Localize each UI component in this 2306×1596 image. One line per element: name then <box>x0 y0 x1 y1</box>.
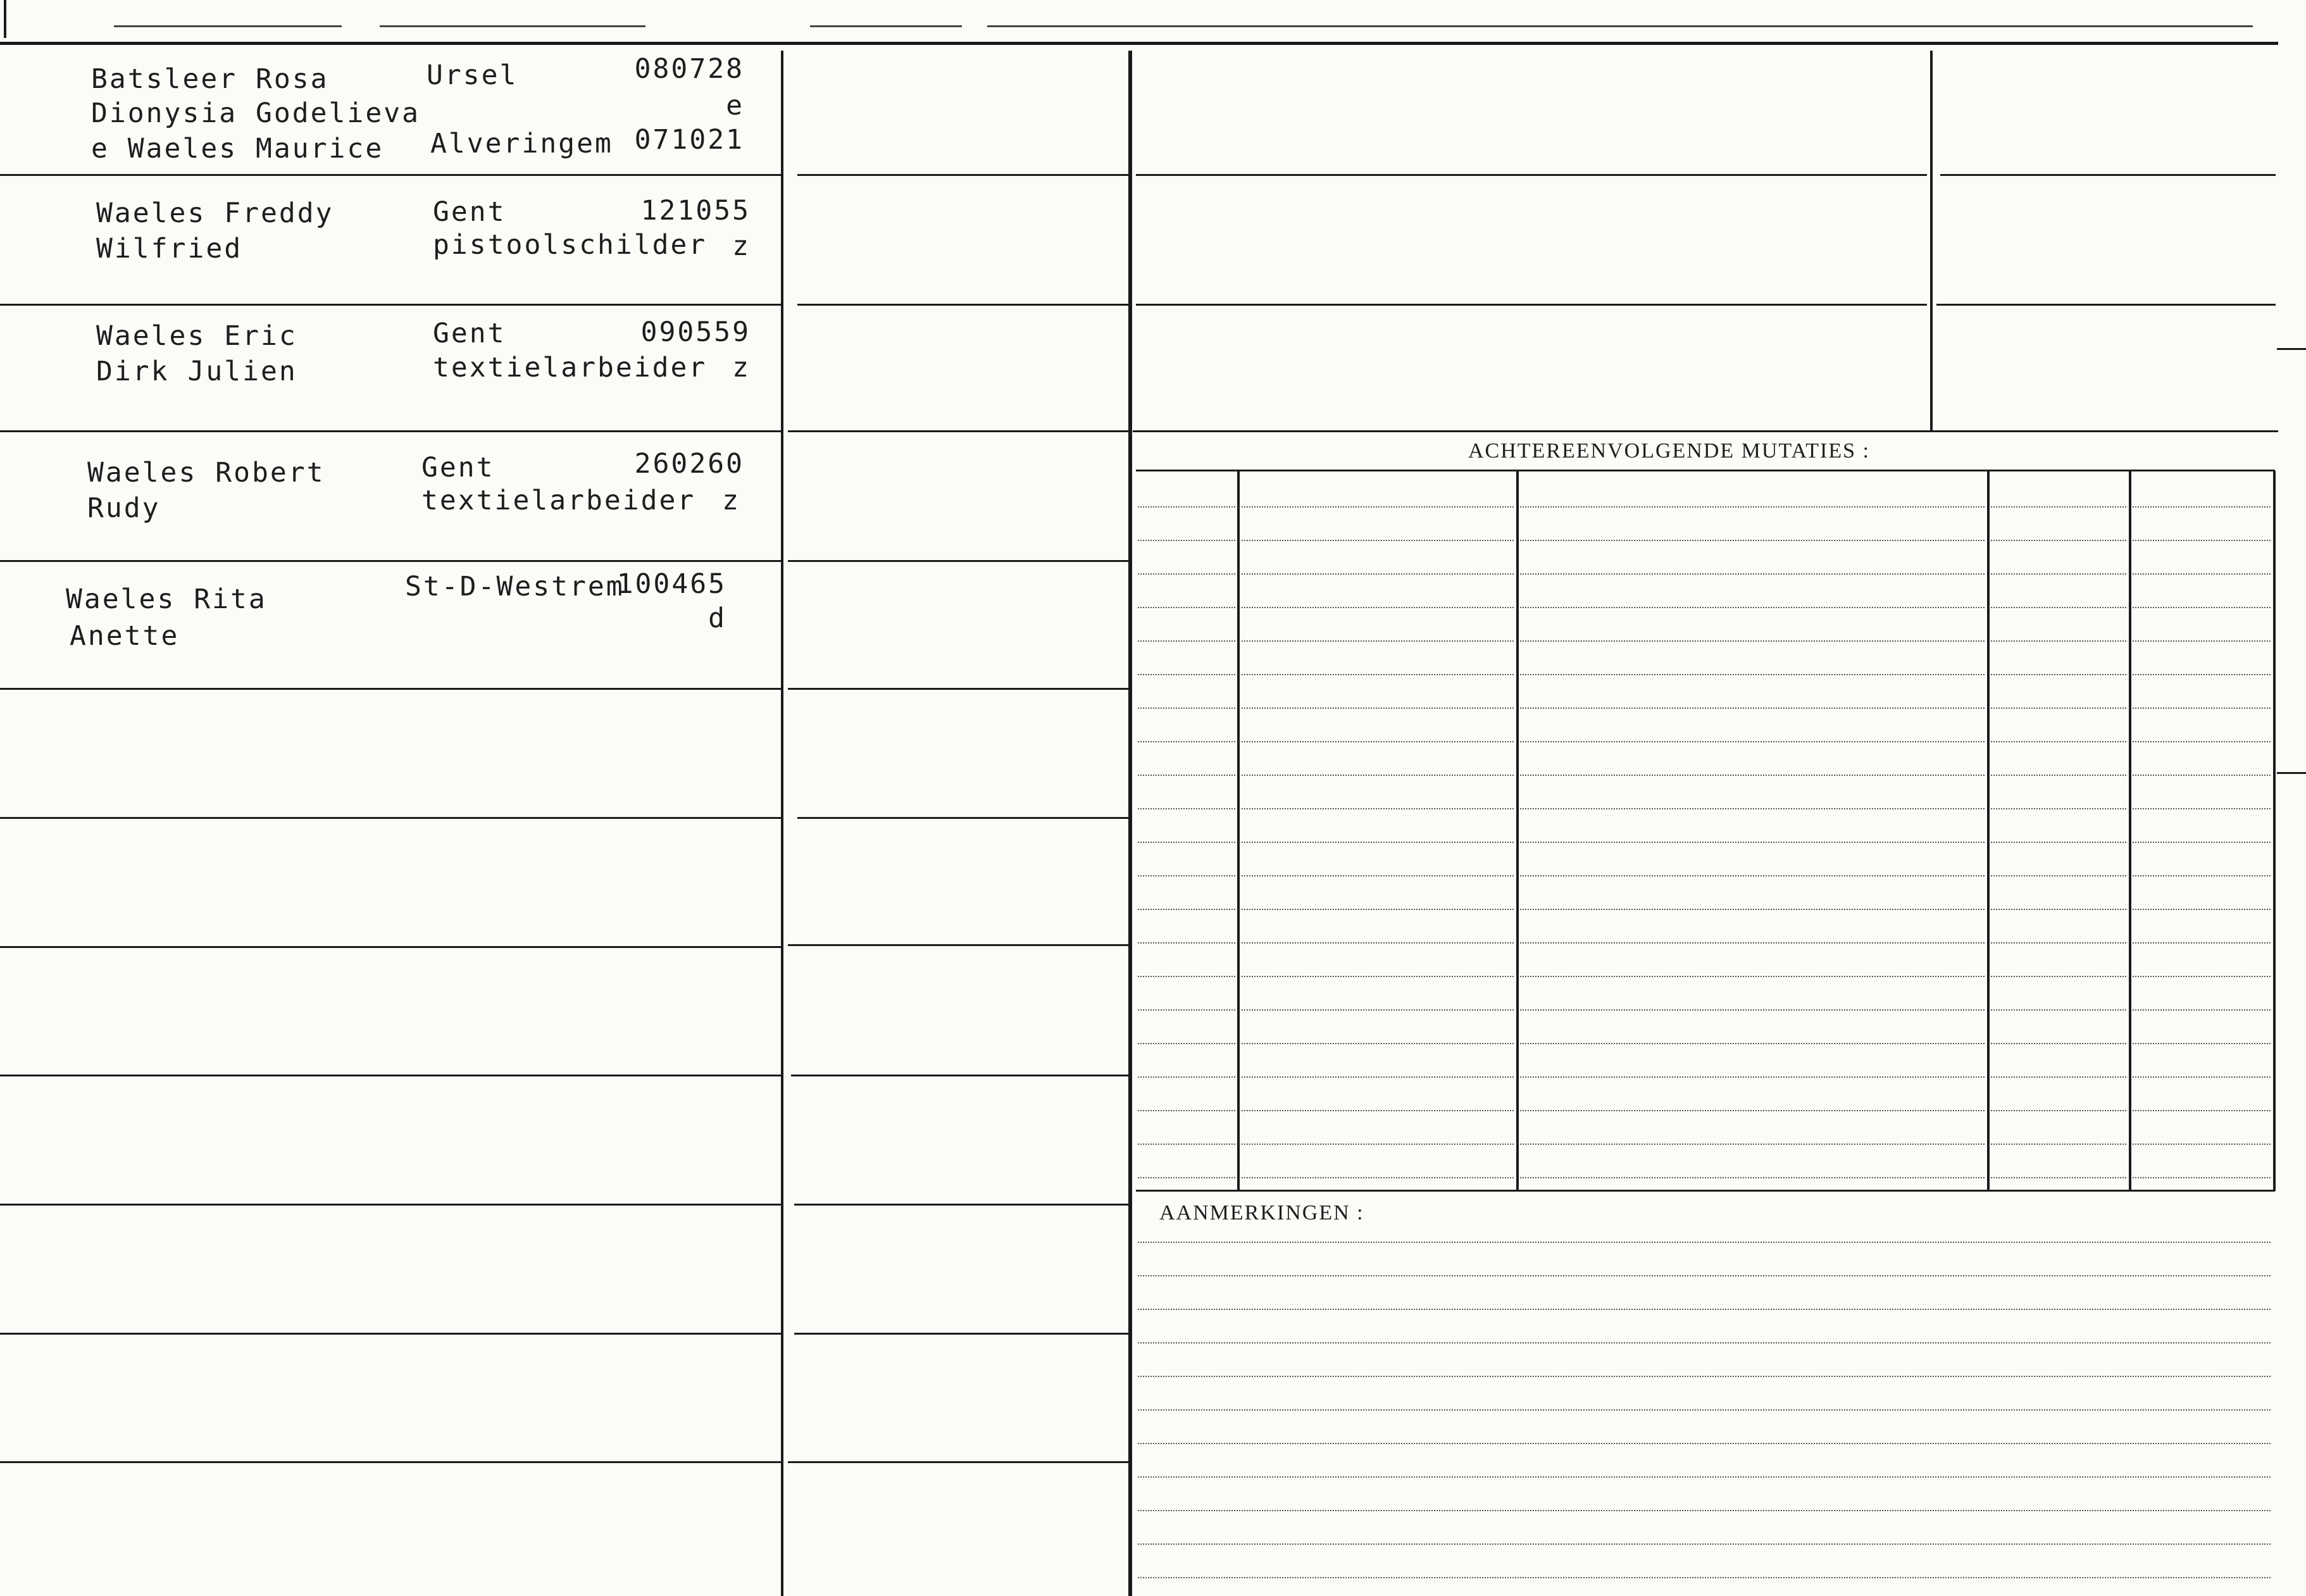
mutaties-ruling <box>1520 708 1985 709</box>
row-separator <box>791 1075 1128 1076</box>
entry-5-code: d <box>708 602 726 634</box>
entry-1-name-line1: Batsleer Rosa <box>91 63 329 95</box>
mutaties-ruling <box>1242 607 1514 608</box>
mutaties-ruling <box>1138 942 1235 944</box>
mutaties-ruling <box>1991 1009 2126 1011</box>
mutaties-ruling <box>1242 976 1514 977</box>
right-upper-divider <box>1930 51 1933 430</box>
mutaties-ruling <box>1138 573 1235 575</box>
entry-5-name-line1: Waeles Rita <box>66 583 267 615</box>
mutaties-ruling <box>1991 1144 2126 1145</box>
mutaties-ruling <box>2133 607 2271 608</box>
row-separator <box>0 1075 782 1076</box>
mutaties-ruling <box>1138 976 1235 977</box>
aanmerkingen-ruling <box>1138 1476 2271 1478</box>
entry-3-place2: textielarbeider <box>433 352 707 383</box>
entry-2-place2: pistoolschilder <box>433 229 707 261</box>
mutaties-ruling <box>1991 942 2126 944</box>
mutaties-ruling <box>1242 942 1514 944</box>
entry-5-name-line2: Anette <box>70 620 180 652</box>
mutaties-ruling <box>1520 741 1985 742</box>
mutaties-ruling <box>1520 1076 1985 1078</box>
mutaties-ruling <box>1520 1177 1985 1178</box>
entry-4-date: 260260 <box>634 448 744 480</box>
right-row-separator <box>1936 304 2276 306</box>
mutaties-ruling <box>1138 1076 1235 1078</box>
entry-2-name-line2: Wilfried <box>96 233 243 265</box>
entry-3-code: z <box>732 352 751 383</box>
mutaties-col-divider <box>2129 471 2131 1191</box>
mutaties-ruling <box>1242 842 1514 843</box>
mutaties-ruling <box>2133 942 2271 944</box>
row-separator <box>0 1204 782 1206</box>
mutaties-ruling <box>1138 808 1235 809</box>
mutaties-col-divider <box>1987 471 1990 1191</box>
row-separator <box>788 944 1128 946</box>
center-divider <box>1128 51 1132 1596</box>
mutaties-ruling <box>1242 573 1514 575</box>
edge-tick <box>2277 348 2306 350</box>
mutaties-ruling <box>1138 1144 1235 1145</box>
mutaties-ruling <box>1242 741 1514 742</box>
mutaties-ruling <box>1138 674 1235 675</box>
mutaties-ruling <box>2133 1043 2271 1044</box>
mutaties-ruling <box>2133 1110 2271 1111</box>
left-column-divider <box>781 51 783 1596</box>
mutaties-ruling <box>2133 708 2271 709</box>
mutaties-ruling <box>1138 1043 1235 1044</box>
mutaties-ruling <box>2133 875 2271 876</box>
right-row-separator <box>1133 430 2278 432</box>
aanmerkingen-ruling <box>1138 1309 2271 1310</box>
aanmerkingen-ruling <box>1138 1577 2271 1578</box>
mutaties-ruling <box>1520 976 1985 977</box>
mutaties-ruling <box>1520 775 1985 776</box>
mutaties-ruling <box>1138 875 1235 876</box>
mutaties-ruling <box>2133 573 2271 575</box>
mutaties-ruling <box>1991 708 2126 709</box>
mutaties-ruling <box>1138 506 1235 508</box>
mutaties-ruling <box>1520 1043 1985 1044</box>
row-separator <box>0 560 782 562</box>
mutaties-ruling <box>1991 842 2126 843</box>
aanmerkingen-ruling <box>1138 1443 2271 1444</box>
entry-4-code: z <box>722 485 740 516</box>
mutaties-ruling <box>1242 708 1514 709</box>
mutaties-ruling <box>1138 1177 1235 1178</box>
mutaties-ruling <box>1242 1110 1514 1111</box>
row-separator <box>788 688 1128 690</box>
mutaties-ruling <box>1991 674 2126 675</box>
entry-1-place1: Ursel <box>427 59 518 91</box>
row-separator <box>0 688 782 690</box>
mutaties-ruling <box>1991 640 2126 642</box>
header-residue <box>380 25 645 27</box>
mutaties-ruling <box>1242 506 1514 508</box>
edge-tick <box>2277 772 2306 774</box>
mutaties-ruling <box>2133 1144 2271 1145</box>
entry-1-name-line3: e Waeles Maurice <box>91 133 384 165</box>
mutaties-ruling <box>1991 909 2126 910</box>
entry-3-name-line2: Dirk Julien <box>96 356 297 387</box>
mutaties-ruling <box>1242 1177 1514 1178</box>
mutaties-ruling <box>1138 909 1235 910</box>
mutaties-ruling <box>1520 808 1985 809</box>
entry-1-name-line2: Dionysia Godelieva <box>91 97 420 129</box>
mutaties-ruling <box>1520 875 1985 876</box>
header-residue <box>114 25 342 27</box>
mutaties-ruling <box>1242 540 1514 541</box>
aanmerkingen-ruling <box>1138 1242 2271 1243</box>
mutaties-ruling <box>1138 540 1235 541</box>
mutaties-ruling <box>1138 1009 1235 1011</box>
mutaties-ruling <box>1991 808 2126 809</box>
mutaties-ruling <box>1991 573 2126 575</box>
top-border <box>0 42 2278 45</box>
mutaties-ruling <box>2133 808 2271 809</box>
mutaties-col-divider <box>1237 471 1240 1191</box>
row-separator <box>0 304 782 306</box>
right-row-separator <box>1136 174 1927 176</box>
entry-3-place1: Gent <box>433 318 506 349</box>
entry-1-place2: Alveringem <box>430 128 613 159</box>
mutaties-ruling <box>2133 842 2271 843</box>
aanmerkingen-heading: AANMERKINGEN : <box>1159 1201 1364 1225</box>
entry-1-code: e <box>726 90 744 122</box>
aanmerkingen-ruling <box>1138 1510 2271 1511</box>
mutaties-ruling <box>1520 1110 1985 1111</box>
mutaties-top-border <box>1136 470 2275 471</box>
row-separator <box>788 560 1128 562</box>
row-separator <box>794 1204 1128 1206</box>
mutaties-ruling <box>1520 842 1985 843</box>
mutaties-ruling <box>1520 506 1985 508</box>
entry-5-date: 100465 <box>616 568 726 600</box>
mutaties-ruling <box>1520 540 1985 541</box>
mutaties-ruling <box>1138 775 1235 776</box>
mutaties-ruling <box>2133 506 2271 508</box>
row-separator <box>0 174 782 176</box>
row-separator <box>0 1333 782 1335</box>
top-left-mark <box>4 0 6 38</box>
row-separator <box>794 1333 1128 1335</box>
row-separator <box>0 817 782 819</box>
mutaties-ruling <box>1991 1110 2126 1111</box>
entry-4-place1: Gent <box>421 452 495 483</box>
mutaties-ruling <box>1138 640 1235 642</box>
row-separator <box>797 817 1128 819</box>
mutaties-ruling <box>1242 808 1514 809</box>
entry-1-date2: 071021 <box>634 124 744 156</box>
mutaties-ruling <box>2133 775 2271 776</box>
entry-4-name-line2: Rudy <box>87 492 161 524</box>
mutaties-ruling <box>1991 875 2126 876</box>
mutaties-ruling <box>1520 909 1985 910</box>
aanmerkingen-ruling <box>1138 1275 2271 1276</box>
entry-5-place1: St-D-Westrem <box>405 571 625 602</box>
row-separator <box>797 304 1128 306</box>
mutaties-ruling <box>2133 909 2271 910</box>
entry-4-place2: textielarbeider <box>421 485 696 516</box>
entry-1-date1: 080728 <box>634 53 744 85</box>
row-separator <box>0 1461 782 1463</box>
mutaties-col-divider <box>1516 471 1519 1191</box>
mutaties-ruling <box>1138 741 1235 742</box>
entry-2-place1: Gent <box>433 196 506 228</box>
mutaties-bottom-border <box>1136 1190 2275 1192</box>
right-row-separator <box>1136 304 1927 306</box>
mutaties-ruling <box>1242 1009 1514 1011</box>
mutaties-ruling <box>2133 1009 2271 1011</box>
mutaties-ruling <box>1991 1076 2126 1078</box>
aanmerkingen-ruling <box>1138 1409 2271 1411</box>
mutaties-ruling <box>1242 640 1514 642</box>
mutaties-ruling <box>2133 640 2271 642</box>
row-separator <box>788 430 1128 432</box>
entry-4-name-line1: Waeles Robert <box>87 457 325 489</box>
mutaties-heading: ACHTEREENVOLGENDE MUTATIES : <box>1468 439 1870 463</box>
mutaties-ruling <box>1242 1144 1514 1145</box>
mutaties-ruling <box>2133 674 2271 675</box>
right-row-separator <box>1940 174 2276 176</box>
mutaties-ruling <box>1242 674 1514 675</box>
mutaties-ruling <box>1991 976 2126 977</box>
mutaties-ruling <box>2133 540 2271 541</box>
mutaties-ruling <box>1520 1009 1985 1011</box>
mutaties-ruling <box>1991 775 2126 776</box>
mutaties-ruling <box>1520 640 1985 642</box>
aanmerkingen-ruling <box>1138 1376 2271 1377</box>
mutaties-ruling <box>2133 1076 2271 1078</box>
mutaties-ruling <box>1242 875 1514 876</box>
mutaties-ruling <box>1991 741 2126 742</box>
aanmerkingen-ruling <box>1138 1342 2271 1344</box>
mutaties-ruling <box>1991 506 2126 508</box>
mutaties-col-divider <box>2273 471 2276 1191</box>
row-separator <box>0 946 782 948</box>
row-separator <box>0 430 782 432</box>
mutaties-ruling <box>1242 775 1514 776</box>
mutaties-ruling <box>1991 607 2126 608</box>
mutaties-ruling <box>2133 976 2271 977</box>
entry-3-date: 090559 <box>640 316 751 348</box>
mutaties-ruling <box>1991 1177 2126 1178</box>
row-separator <box>797 174 1128 176</box>
mutaties-ruling <box>1520 942 1985 944</box>
mutaties-ruling <box>1520 674 1985 675</box>
entry-2-date: 121055 <box>640 195 751 227</box>
mutaties-ruling <box>1138 607 1235 608</box>
entry-2-name-line1: Waeles Freddy <box>96 197 334 229</box>
mutaties-ruling <box>1242 909 1514 910</box>
row-separator <box>788 1461 1128 1463</box>
mutaties-ruling <box>1138 1110 1235 1111</box>
mutaties-ruling <box>1138 708 1235 709</box>
mutaties-ruling <box>1242 1076 1514 1078</box>
mutaties-ruling <box>2133 741 2271 742</box>
mutaties-ruling <box>1520 1144 1985 1145</box>
entry-2-code: z <box>732 230 751 262</box>
mutaties-ruling <box>1991 1043 2126 1044</box>
mutaties-ruling <box>2133 1177 2271 1178</box>
mutaties-ruling <box>1520 573 1985 575</box>
header-residue <box>810 25 962 27</box>
header-residue <box>987 25 2253 27</box>
entry-3-name-line1: Waeles Eric <box>96 320 297 352</box>
aanmerkingen-ruling <box>1138 1543 2271 1545</box>
mutaties-ruling <box>1520 607 1985 608</box>
mutaties-ruling <box>1991 540 2126 541</box>
mutaties-ruling <box>1242 1043 1514 1044</box>
mutaties-ruling <box>1138 842 1235 843</box>
